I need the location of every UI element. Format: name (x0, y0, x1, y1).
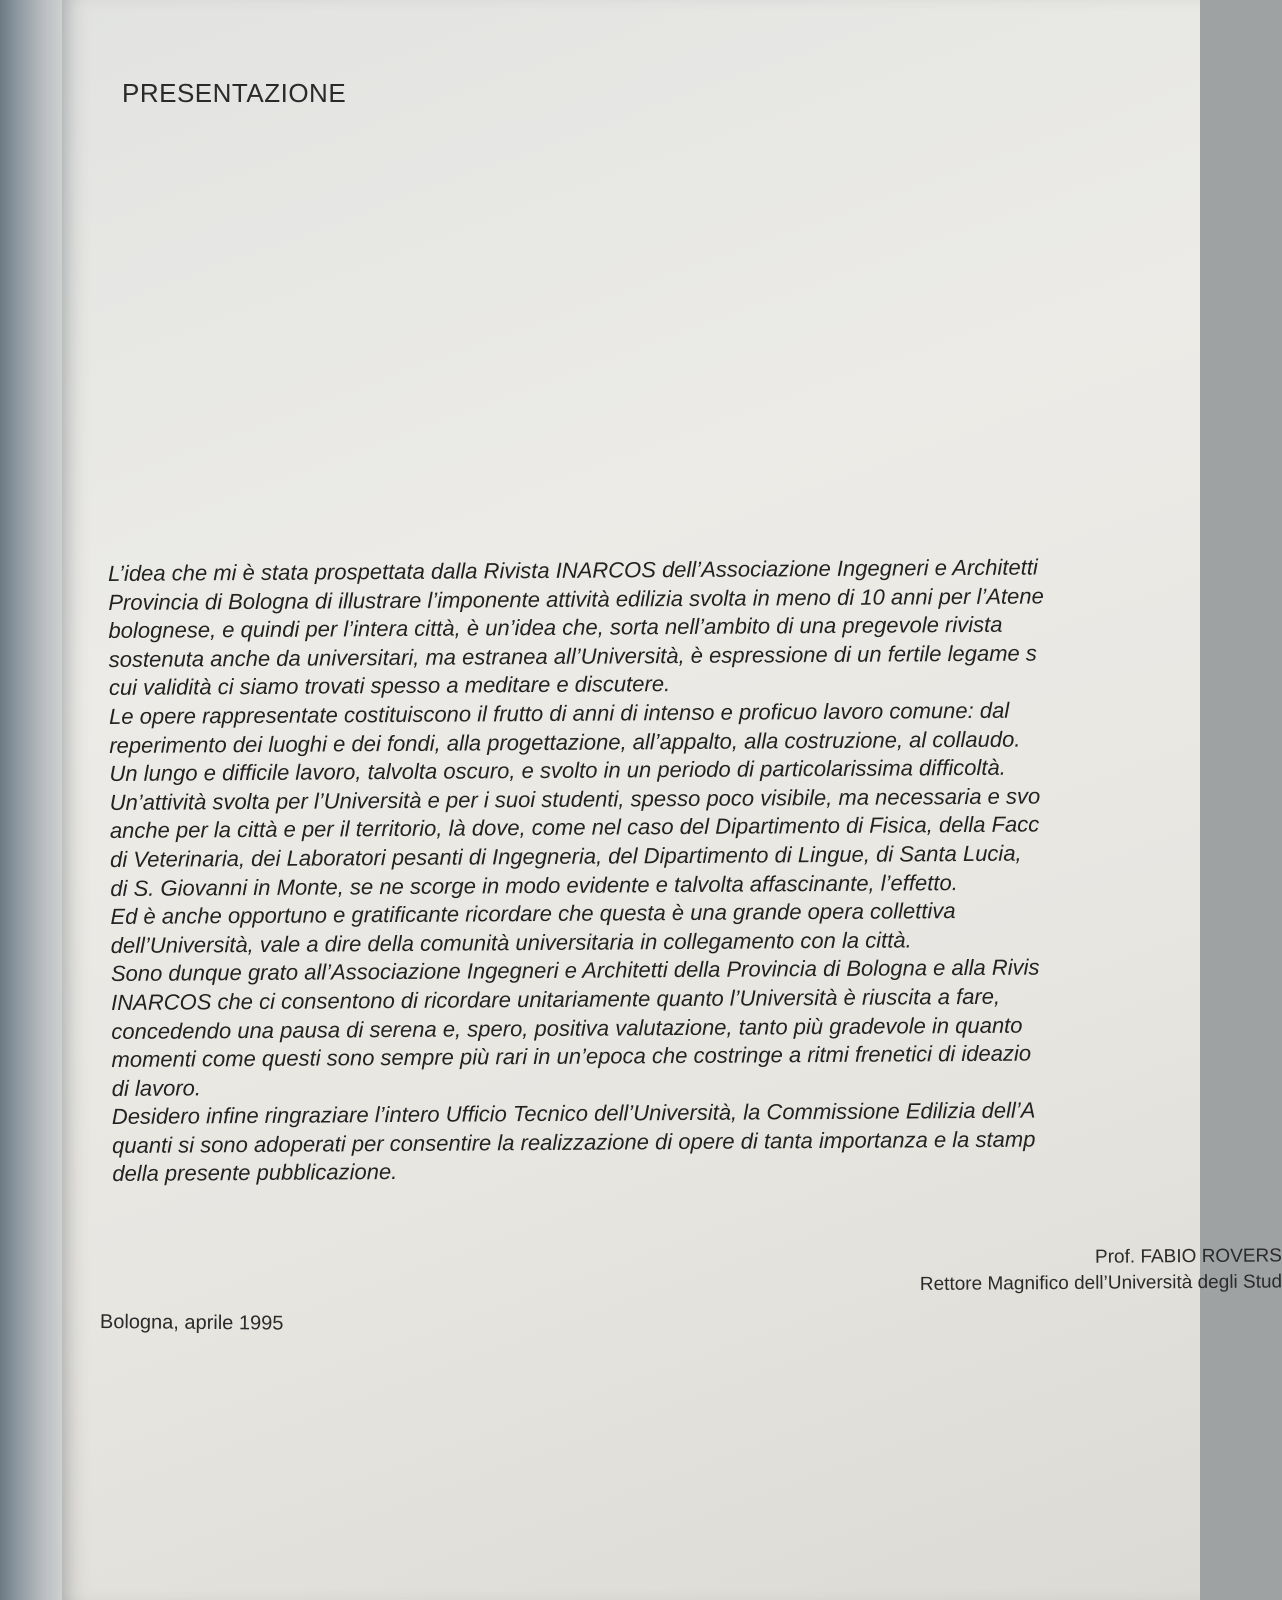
body-line: Un lungo e difficile lavoro, talvolta oscuro, e svolto in un periodo di particolarissima difficoltà. (109, 754, 1006, 787)
body-line: quanti si sono adoperati per consentire la realizzazione di opere di tanta importanza e la stamp (111, 1126, 1036, 1158)
body-line: INARCOS che ci consentono di ricordare unitariamente quanto l’Università è riuscita a fare, (111, 983, 1001, 1015)
body-line: dell’Università, vale a dire della comunità universitaria in collegamento con la città. (110, 927, 912, 958)
body-line: concedendo una pausa di serena e, spero, positiva valutazione, tanto più gradevole in quanto (111, 1012, 1023, 1044)
body-line: anche per la città e per il territorio, là dove, come nel caso del Dipartimento di Fisica, della Facc (109, 811, 1040, 844)
body-line: di lavoro. (111, 1075, 202, 1101)
place-and-date: Bologna, aprile 1995 (99, 1311, 284, 1335)
body-line: Le opere rappresentate costituiscono il frutto di anni di intenso e proficuo lavoro comune: dal (109, 697, 1010, 729)
presentation-body (108, 552, 1272, 1189)
page-sheet (62, 0, 1282, 1600)
body-line: sostenuta anche da universitari, ma estranea all’Università, è espressione di un fertile legame s (108, 640, 1037, 672)
body-line: Un’attività svolta per l’Università e per i suoi studenti, spesso poco visibile, ma necessaria e svo (109, 783, 1041, 815)
body-line: reperimento dei luoghi e dei fondi, alla progettazione, all’appalto, alla costruzione, al collaudo. (109, 726, 1021, 758)
body-line: di S. Giovanni in Monte, se ne scorge in modo evidente e talvolta affascinante, l’effetto. (110, 869, 958, 901)
book-binding-edge (0, 0, 62, 1600)
body-line: cui validità ci siamo trovati spesso a meditare e discutere. (108, 671, 671, 701)
page-heading: PRESENTAZIONE (122, 78, 347, 108)
body-line: bolognese, e quindi per l’intera città, è un’idea che, sorta nell’ambito di una pregevole rivista (108, 611, 1003, 644)
signatory-title: Rettore Magnifico dell’Università degli Stud (919, 1271, 1282, 1295)
body-line: della presente pubblicazione. (112, 1159, 398, 1187)
body-line: Ed è anche opportuno e gratificante ricordare che questa è una grande opera collettiva (110, 898, 956, 930)
body-line: di Veterinaria, dei Laboratori pesanti di Ingegneria, del Dipartimento di Lingue, di Santa Lucia, (110, 840, 1022, 872)
signature-block (842, 1243, 1282, 1298)
body-line: L’idea che mi è stata prospettata dalla Rivista INARCOS dell’Associazione Ingegneri e Architetti (108, 554, 1038, 586)
body-line: Desidero infine ringraziare l’intero Ufficio Tecnico dell’Università, la Commissione Edilizia dell’A (111, 1097, 1036, 1130)
signatory-name: Prof. FABIO ROVERS (1094, 1245, 1282, 1268)
body-line: Sono dunque grato all’Associazione Ingegneri e Architetti della Provincia di Bologna e alla Rivis (110, 954, 1040, 987)
body-line: momenti come questi sono sempre più rari in un’epoca che costringe a ritmi frenetici di ideazio (111, 1040, 1032, 1073)
body-line: Provincia di Bologna di illustrare l’imponente attività edilizia svolta in meno di 10 anni per l’Atene (108, 583, 1044, 615)
